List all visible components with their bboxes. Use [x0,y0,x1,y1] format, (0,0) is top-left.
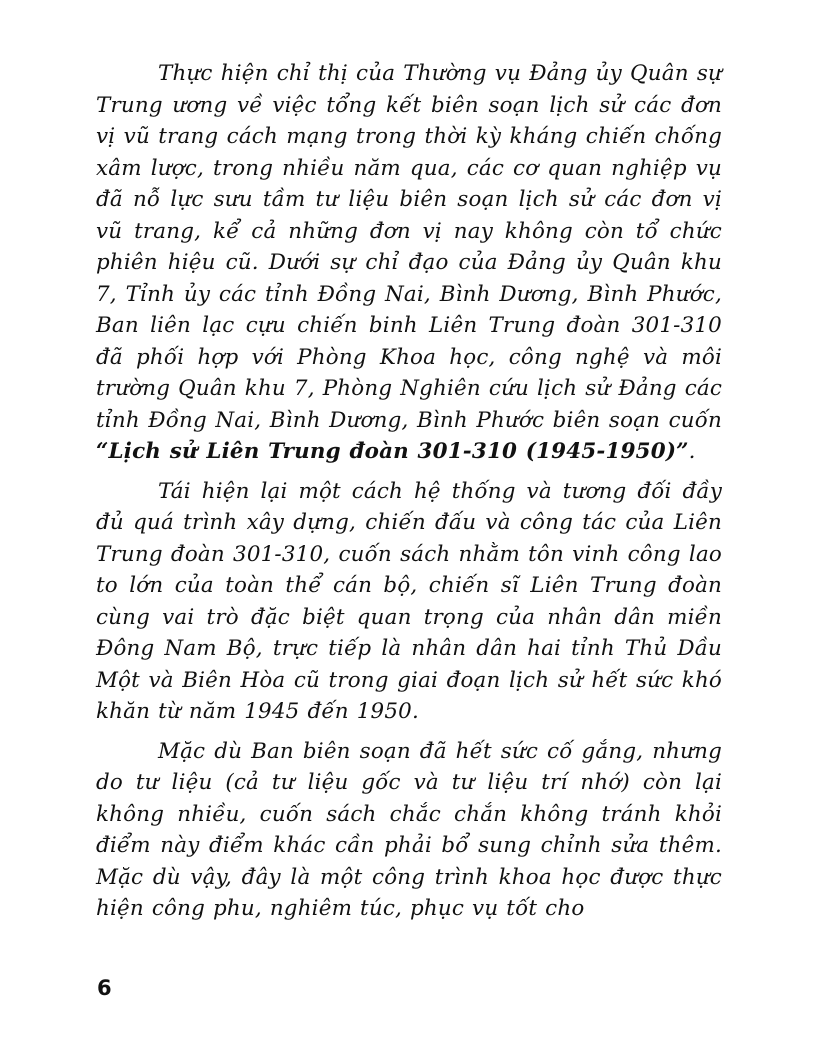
paragraph-limitations: Mặc dù Ban biên soạn đã hết sức cố gắng, nhưng do tư liệu (cả tư liệu gốc và tư liệu trí nhớ) còn lại không nhiều, cuốn sách chắc chắn không tránh khỏi điểm này điểm khác cần phải bổ sung chỉnh sửa thêm. Mặc dù vậy, đây là một công trình khoa học được thực hiện công phu, nghiêm túc, phục vụ tốt cho [96,738,722,921]
paragraph-purpose: Tái hiện lại một cách hệ thống và tương đối đầy đủ quá trình xây dựng, chiến đấu và công tác của Liên Trung đoàn 301-310, cuốn sách nhằm tôn vinh công lao to lớn của toàn thể cán bộ, chiến sĩ Liên Trung đoàn cùng vai trò đặc biệt quan trọng của nhân dân miền Đông Nam Bộ, trực tiếp là nhân dân hai tỉnh Thủ Dầu Một và Biên Hòa cũ trong giai đoạn lịch sử hết sức khó khăn từ năm 1945 đến 1950. [96,478,722,724]
book-title: “Lịch sử Liên Trung đoàn 301-310 (1945-1950)” [96,439,689,464]
paragraph-intro-end: . [688,439,696,464]
page-number: 6 [97,976,112,1000]
paragraph-intro [96,58,722,468]
paragraph-intro-text: Thực hiện chỉ thị của Thường vụ Đảng ủy Quân sự Trung ương về việc tổng kết biên soạn lịch sử các đơn vị vũ trang cách mạng trong thời kỳ kháng chiến chống xâm lược, trong nhiều năm qua, các cơ quan nghiệp vụ đã nỗ lực sưu tầm tư liệu biên soạn lịch sử các đơn vị vũ trang, kể cả những đơn vị nay không còn tổ chức phiên hiệu cũ. Dưới sự chỉ đạo của Đảng ủy Quân khu 7, Tỉnh ủy các tỉnh Đồng Nai, Bình Dương, Bình Phước, Ban liên lạc cựu chiến binh Liên Trung đoàn 301-310 đã phối hợp với Phòng Khoa học, công nghệ và môi trường Quân khu 7, Phòng Nghiên cứu lịch sử Đảng các tỉnh Đồng Nai, Bình Dương, Bình Phước biên soạn cuốn [96,61,723,433]
page-body [96,58,722,925]
